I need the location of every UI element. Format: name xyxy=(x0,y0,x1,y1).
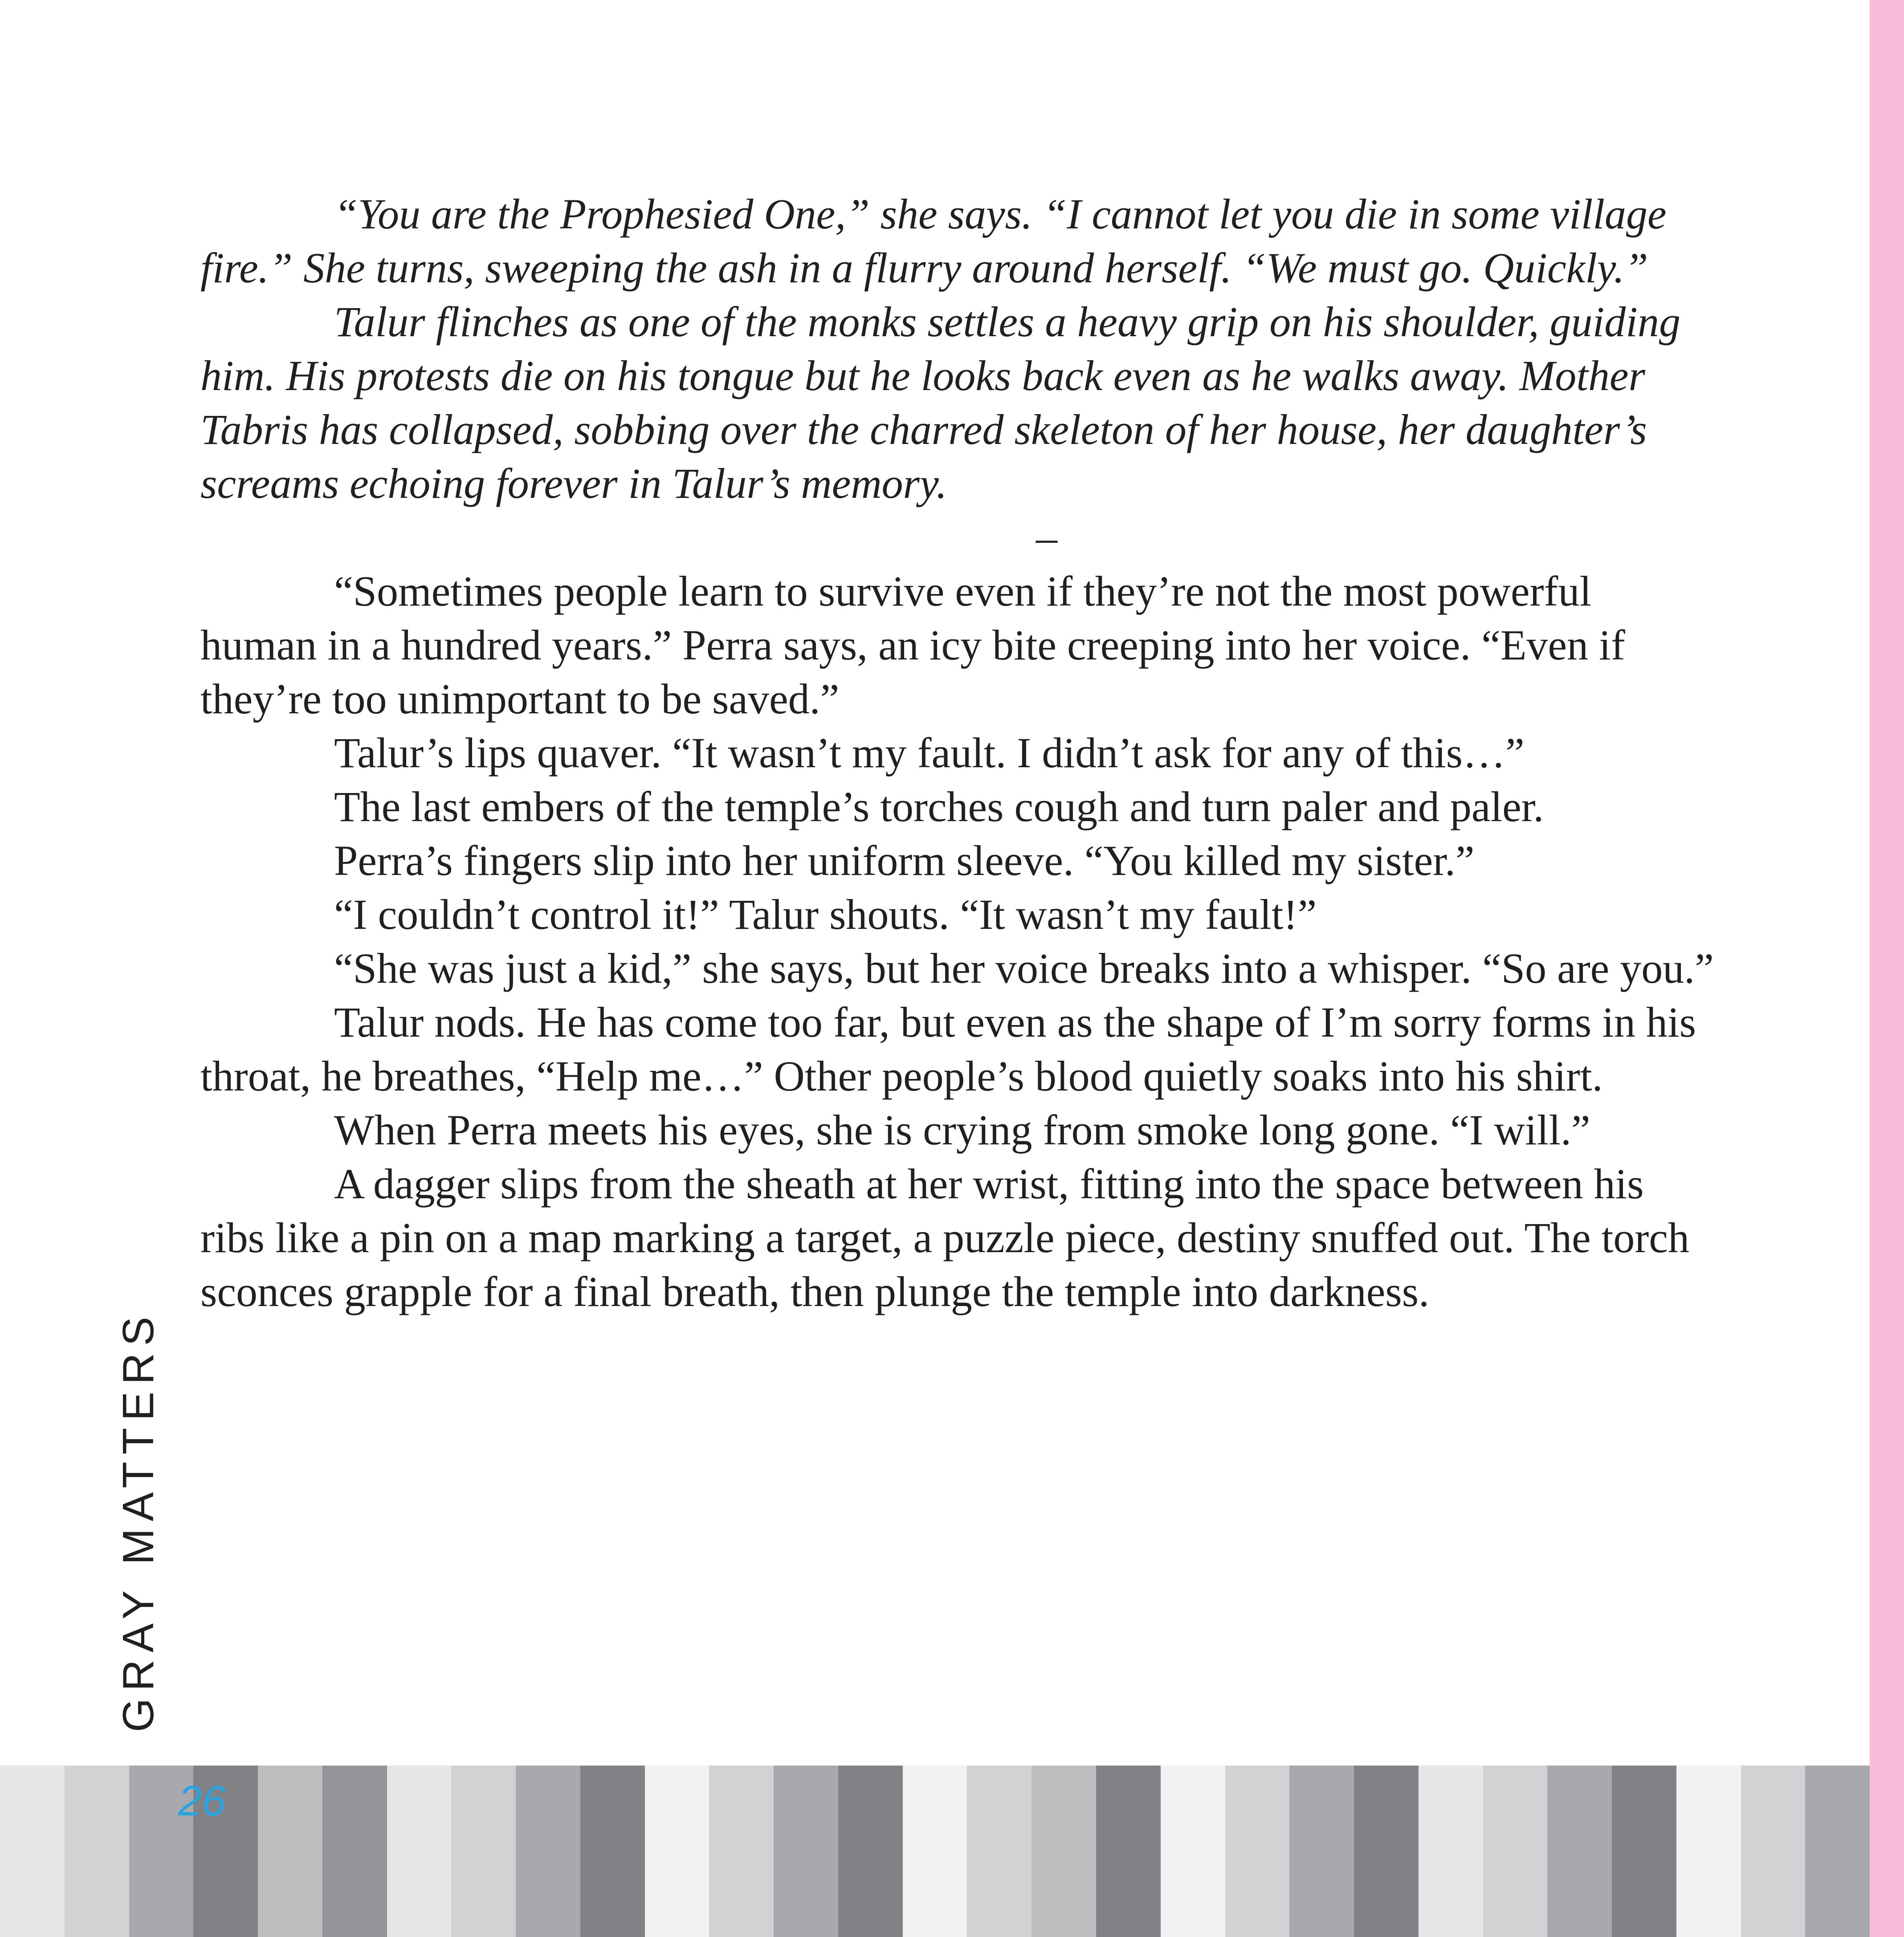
gray-stripe xyxy=(1483,1766,1548,1937)
gray-stripe xyxy=(1419,1766,1483,1937)
gray-stripe xyxy=(1161,1766,1225,1937)
gray-stripe xyxy=(645,1766,709,1937)
paragraph: When Perra meets his eyes, she is crying from smoke long gone. “I will.” xyxy=(334,1106,1590,1154)
gray-stripe xyxy=(451,1766,516,1937)
paragraph: “I couldn’t control it!” Talur shouts. “It wasn’t my fault!” xyxy=(334,891,1317,938)
gray-stripe xyxy=(903,1766,967,1937)
paragraph: Perra’s fingers slip into her uniform sleeve. “You killed my sister.” xyxy=(334,837,1475,884)
gray-stripe xyxy=(1547,1766,1612,1937)
gray-stripe xyxy=(1225,1766,1290,1937)
running-head: GRAY MATTERS xyxy=(114,1310,163,1732)
scene-break: – xyxy=(1036,513,1057,561)
paragraph: “She was just a kid,” she says, but her voice breaks into a whisper. “So are you.” xyxy=(334,944,1714,992)
gray-stripe xyxy=(322,1766,387,1937)
gray-stripe xyxy=(0,1766,65,1937)
gray-stripe xyxy=(1289,1766,1354,1937)
gray-stripe xyxy=(258,1766,322,1937)
gray-stripe xyxy=(1032,1766,1096,1937)
gray-stripe xyxy=(774,1766,838,1937)
gray-stripe xyxy=(1612,1766,1676,1937)
pink-page-edge xyxy=(1870,0,1904,1937)
gray-stripe xyxy=(516,1766,580,1937)
story-text xyxy=(200,187,1715,1318)
paragraph: A dagger slips from the sheath at her wrist, fitting into the space between his ribs like a pin on a map marking a target, a puzzle piece, destiny snuffed out. The torch sconces grapple for a final breath, then plunge the temple into darkness. xyxy=(200,1160,1689,1315)
page-number: 26 xyxy=(178,1777,226,1825)
gray-stripe xyxy=(1096,1766,1161,1937)
gray-stripe xyxy=(709,1766,774,1937)
gray-stripe xyxy=(1354,1766,1419,1937)
italic-paragraph: Talur flinches as one of the monks settles a heavy grip on his shoulder, guiding him. His protests die on his tongue but he looks back even as he walks away. Mother Tabris has collapsed, sobbing over the charred skeleton of her house, her daughter’s screams echoing forever in Talur’s memory. xyxy=(200,298,1680,507)
gray-stripe xyxy=(580,1766,645,1937)
gray-stripe xyxy=(387,1766,452,1937)
paragraph: “Sometimes people learn to survive even if they’re not the most powerful human in a hundred years.” Perra says, an icy bite creeping into her voice. “Even if they’re too unimportant to be saved.” xyxy=(200,567,1625,723)
paragraph: Talur’s lips quaver. “It wasn’t my fault. I didn’t ask for any of this…” xyxy=(334,729,1525,777)
gray-stripe xyxy=(838,1766,903,1937)
paragraph: The last embers of the temple’s torches cough and turn paler and paler. xyxy=(334,783,1544,830)
gray-stripe xyxy=(65,1766,129,1937)
gray-stripe xyxy=(967,1766,1032,1937)
paragraph: Talur nods. He has come too far, but even as the shape of I’m sorry forms in his throat, he breathes, “Help me…” Other people’s blood quietly soaks into his shirt. xyxy=(200,998,1696,1100)
gray-stripe xyxy=(1676,1766,1741,1937)
italic-paragraph: “You are the Prophesied One,” she says. “I cannot let you die in some village fire.” She turns, sweeping the ash in a flurry around herself. “We must go. Quickly.” xyxy=(200,190,1667,292)
gray-stripe xyxy=(1805,1766,1870,1937)
gray-stripe xyxy=(1741,1766,1806,1937)
gray-stripe-footer xyxy=(0,1766,1870,1937)
